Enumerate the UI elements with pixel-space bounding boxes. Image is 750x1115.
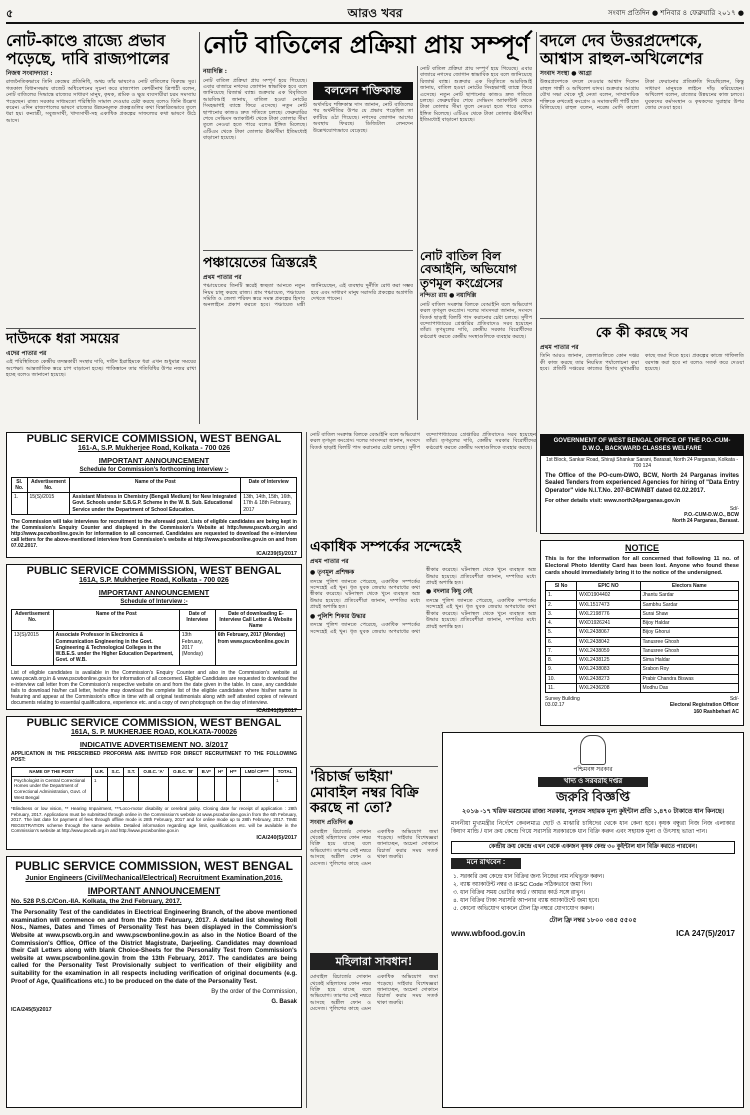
table-row: 2. WXL1517473 Sambhu Sardar [546,600,739,609]
byline: নয়াদিল্লি : [203,68,228,75]
psc-ad-4: PUBLIC SERVICE COMMISSION, WEST BENGAL Junior Engineers (Civil/Mechanical/Electrical) Recruitment Examination,2016. IMPORTANT ANNOUNCEMENT No. 528 P.S.C/Con.-IIA. Kolkata, the 2nd February, 2017. The Personality Test of the candidates in Electrical Engineering Branch, of the above mentioned examination will commence on and from the 20th February, 2017. A detailed list showing Roll Nos., Names, Dates and Times of Personality Test has been displayed in the Commission's Website at www.pscwb.org.in and www.pscwbonline.gov.in as also in the Notice Board of the Commission's Office, Office of the District Magistrate, Darjeeling. Candidates may download their Call Letters along with blank Choice-Sheets for the Personality Test from Commission's website at www.pscwbonline.gov.in from the 13th February, 2017. The candidates are being called for the Personality Test Provisionally subject to verification of their eligibility and suitability for the examination in all respects including verification of original documents (e.g. Proof of Age, Qualifications etc.) to be produced on the date of the Personality Test. By the order of the Commission, G. Basak ICA/245(5)/2017 [6,856,302,1108]
story-body: এই পরিস্থিতিতে কেন্দ্রীয় তদন্তকারী সংস্থার দাবি, দাউদ ইব্রাহিমকে ধরা এখন শুধুমাত্র সময়ের অপেক্ষা। আন্তর্জাতিক স্তরে চাপ বাড়ানো হচ্ছে। পাকিস্তানে তার গতিবিধির উপর নজর রাখা হচ্ছে বলেও জানানো হয়েছে। [6,359,196,378]
byline: সংবাদ প্রতিদিন ● [310,819,354,827]
headline: বদলে দেব উত্তরপ্রদেশকে, আশ্বাস রাহুল-অখিলেশের [540,31,703,68]
column-rule [199,32,200,424]
divider [310,766,438,767]
divider [540,318,744,319]
epic-notice: NOTICE This is for the information for all concerned that following 11 no. of Electoral Photo Identity Card has been lost. Anyone who found these cards should immediately bring it to the notice of the undersigned. Sl No EPIC NO Electors Name 1. WXD1904402 Jhantu Sardar 2. WXL1517473 Sambhu Sardar 3. WXL2198776 Surai Shaw 4. WXD1926241 Bijoy Haldar 5. WXL2438067 Bijoy Ghorui 6. WXL2438042 Tanusree Ghosh 7. WXL2438059 Tanusree Ghosh 8. WXL2438125 Sima Haldar 9. WXL2438083 Srabon Roy 10. WXL2438273 Prabir Chandra Biswas 11. WXL2436208 Modhu Das Survey Building 03.02.17 Sd/- Electoral Registration Officer 160 Rashbehari AC [540,540,744,726]
post-table: NAME OF THE POST U.R. S.C. S.T. O.B.C. 'A' O.B.C. 'B' B.V* H* H** LMD/ CP*** TOTAL Psychologist in Central Correctional Homes under the Department of Correctional Administration, Govt. of West Bengal 1 1 [11,767,297,802]
headline: দাউদকে ধরা সময়ের [6,331,120,347]
story-rajyapal [6,32,196,324]
epic-table: Sl No EPIC NO Electors Name 1. WXD1904402 Jhantu Sardar 2. WXL1517473 Sambhu Sardar 3. WXL2198776 Surai Shaw 4. WXD1926241 Bijoy Haldar 5. WXL2438067 Bijoy Ghorui 6. WXL2438042 Tanusree Ghosh 7. WXL2438059 Tanusree Ghosh 8. WXL2438125 Sima Haldar 9. WXL2438083 Srabon Roy 10. WXL2438273 Prabir Chandra Biswas 11. WXL2436208 Modhu Das [545,581,739,693]
table-row: 4. WXD1926241 Bijoy Haldar [546,619,739,628]
dateline: সংবাদ প্রতিদিন ● শনিবার ৪ ফেব্রুয়ারি ২০১৭ ● [608,9,744,17]
food-dept-ad: পশ্চিমবঙ্গ সরকার খাদ্য ও সরবরাহ দপ্তর জরুরি বিজ্ঞপ্তি ২০১৬ -১৭ খরিফ মরশুমের রাজ্য সরকার, সুলতম সহায়ক মূল্য কুইন্টাল প্রতি ১,৪৭০ টাকাতে ধান কিনছে। মাননীয়া মুখ্যমন্ত্রীর নির্দেশে কেবলমাত্র ছোট ও মাঝারি চাষিদের থেকে ধান কেনা হবে। কৃষক বন্ধুরা নিজ নিজ এলাকার কিষাণ মান্ডি / ধান ক্রয় কেন্দ্রে গিয়ে সরাসরি সরকারকে ধান বিক্রি করুন এবং সহায়ক মূল্য ও উৎসাহ ভাতা পান। কেন্দ্রীয় ক্রয় কেন্দ্রে এখন থেকে একজন কৃষক কেন্দ্র ৩০ কুইন্টাল ধান বিক্রি করতে পারবেন। মনে রাখবেন : ১. সরকারি ক্রয় কেন্দ্রে ধান বিক্রির জন্য নিজের নাম নথিভুক্ত করুন। ২. ব্যাঙ্ক অ্যাকাউন্ট নম্বর ও IFSC Code সঠিকভাবে জমা দিন। ৩. ধান বিক্রির সময় ভোটার কার্ড / আধার কার্ড সঙ্গে রাখুন। ৪. ধান বিক্রির টাকা সরাসরি আপনার ব্যাঙ্ক অ্যাকাউন্টে জমা হবে। ৫. কোনো অভিযোগ থাকলে টোল ফ্রি নম্বরে যোগাযোগ করুন। টোল ফ্রি নম্বর ১৮০০ ৩৪৫ ৫৫০৫ www.wbfood.gov.in ICA 247(5)/2017 [442,732,744,1108]
quote-body: অর্থসচিব শক্তিকান্ত দাস জানান, নোট বাতিলের পর অর্থনীতির উপর যে প্রভাব পড়েছিল তা কাটিয়ে ওঠা গিয়েছে। নগদের জোগান আগের অবস্থায় ফিরছে। ডিজিটাল লেনদেন উল্লেখযোগ্যভাবে বেড়েছে। [313,102,413,134]
divider [203,250,413,251]
story-body: উত্তরপ্রদেশকে বদলে দেওয়ার আশ্বাস দিলেন রাহুল গান্ধী ও অখিলেশ যাদব। শুক্রবার আগ্রায় যৌথ সভা থেকে দুই নেতা বলেন, সাম্প্রদায়িক শক্তিকে রুখতেই কংগ্রেস ও সমাজবাদী পার্টি হাত মিলিয়েছে। রাহুল বলেন, নরেন্দ্র মোদি কালো টাকা ফেরানোর প্রতিশ্রুতি দিয়েছিলেন, কিন্তু সাধারণ মানুষকে লাইনে দাঁড় করিয়েছেন। অখিলেশ বলেন, রাজ্যের উন্নয়নের কাজ চলবে। যুবকদের কর্মসংস্থান ও কৃষকদের সুরাহার উপর জোর দেওয়া হবে। [540,79,744,111]
column-rule [417,66,418,420]
ad-footer: www.wbfood.gov.in ICA 247(5)/2017 [451,928,735,938]
story-continuation: নোট বাতিল সংক্রান্ত বিলকে বেআইনি বলে অভিযোগ করল তৃণমূল কংগ্রেস। দলের সাংসদরা জানান, সংসদে বিতর্ক ছাড়াই বিলটি পাস করানোর চেষ্টা চলছে। সুদীপ বন্দ্যোপাধ্যায়ের গ্রেপ্তারির প্রতিবাদেও সরব হয়েছেন তাঁরা। তৃণমূলের দাবি, কেন্দ্রীয় সরকার বিরোধীদের কণ্ঠরোধ করতে কেন্দ্রীয় সংস্থাগুলিকে ব্যবহার করছে। [310,432,536,451]
story-panchayat [203,256,413,420]
interview-table: Advertisement No. Name of the Post Date of Interview Date of downloading E-Interview Call Letter & Website Name 13(S)/2015 Associate Professor in Electronics & Communication Engineering in the Govt. Engineering & Technological Colleges in the W.B.E.S. under the Higher Education Department, Govt. of W.B. 13th February, 2017 (Monday) 6th February, 2017 (Monday) from www.pscwbonline.gov.in [11,609,297,666]
byline: নন্দিতা রায় ● নয়াদিল্লি [420,292,477,300]
story-note-headline [203,32,531,60]
table-row: 10. WXL2438273 Prabir Chandra Biswas [546,674,739,683]
headline: একাধিক সম্পর্কের সন্দেহেই [310,539,461,555]
headline: পঞ্চায়েতের ত্রিস্তরেই [203,255,317,271]
psc-ad-3: PUBLIC SERVICE COMMISSION, WEST BENGAL 161A, S. P. MUKHERJEE ROAD, KOLKATA-700026 INDICATIVE ADVERTISEMENT NO. 3/2017 APPLICATION IN THE PRESCRIBED PROFORMA ARE INVITED FOR DIRECT RECRUITMENT TO THE FOLLOWING POST: NAME OF THE POST U.R. S.C. S.T. O.B.C. 'A' O.B.C. 'B' B.V* H* H** LMD/ CP*** TOTAL Psychologist in Central Correctional Homes under the Department of Correctional Administration, Govt. of West Bengal 1 1 *Blindness or low vision, ** Hearing Impairment, ***Loco-motor disability or cerebral palsy. Closing date for receipt of application : 28th February, 2017. Applications must be submitted through online in the Commission's website at www.pscwbonline.gov.in from the 6th February, 2017. The last date for payment of fees through offline mode is 28th February, 2017 and for online mode up to 28th February, 2017. TIME REGISTRATION scheme through the same website. Detailed information regarding age limit, qualifications etc. will be available in the Commission's website at http://www.pscwb.org.in and http://www.pscwbonline.gov.in ICA/240(5)/2017 [6,716,302,850]
story-columns: ● তৃণমূল প্রশিক্ষক তদন্তে পুলিশ জানতে পেরেছে, একাধিক সম্পর্কের সন্দেহেই এই খুন। ধৃত যুবক জেরায় অপরাধের কথা স্বীকার করেছে। ঘটনাস্থল থেকে খুনে ব্যবহৃত অস্ত্র উদ্ধার হয়েছে। প্রতিবেশীরা জানান, দম্পতির মধ্যে প্রায়ই অশান্তি হত। ● পুলিশি শিকার উদ্ধার তদন্তে পুলিশ জানতে পেরেছে, একাধিক সম্পর্কের সন্দেহেই এই খুন। ধৃত যুবক জেরায় অপরাধের কথা স্বীকার করেছে। ঘটনাস্থল থেকে খুনে ব্যবহৃত অস্ত্র উদ্ধার হয়েছে। প্রতিবেশীরা জানান, দম্পতির মধ্যে প্রায়ই অশান্তি হত। ● বদলার কিছু নেই তদন্তে পুলিশ জানতে পেরেছে, একাধিক সম্পর্কের সন্দেহেই এই খুন। ধৃত যুবক জেরায় অপরাধের কথা স্বীকার করেছে। ঘটনাস্থল থেকে খুনে ব্যবহৃত অস্ত্র উদ্ধার হয়েছে। প্রতিবেশীরা জানান, দম্পতির মধ্যে প্রায়ই অশান্তি হত। [310,567,536,635]
story-tmc [420,250,532,422]
story-note-col2 [420,66,532,246]
list-item: ২. ব্যাঙ্ক অ্যাকাউন্ট নম্বর ও IFSC Code সঠিকভাবে জমা দিন। [453,881,593,888]
headline: নোট-কাণ্ডে রাজ্যে প্রভাব পড়েছে, দাবি রাজ্যপালের [6,31,170,68]
table-row: 1. WXD1904402 Jhantu Sardar [546,591,739,600]
table-row: 9. WXL2438083 Srabon Roy [546,665,739,674]
story-body: নোট বাতিল প্রক্রিয়া প্রায় সম্পূর্ণ হয়ে গিয়েছে। এবার বাজারে নগদের জোগান স্বাভাবিক হবে বলে জানিয়েছে রিজার্ভ ব্যাঙ্ক। শুক্রবার এক বিবৃতিতে আরবিআই জানায়, বাতিল হওয়া নোটের সিংহভাগই ব্যাঙ্কে ফিরে এসেছে। নতুন নোট ছাপানোর কাজও দ্রুত গতিতে চলছে। ফেব্রুয়ারির শেষে সেভিংস অ্যাকাউন্ট থেকে টাকা তোলার সীমা তুলে নেওয়া হতে পারে বলেও ইঙ্গিত মিলেছে। এটিএম থেকে টাকা তোলার ঊর্ধ্বসীমা ইতিমধ্যেই বাড়ানো হয়েছে। [203,77,307,142]
story-relationship [310,540,536,762]
psc-ad-1: PUBLIC SERVICE COMMISSION, WEST BENGAL 161-A, S.P. Mukherjee Road, Kolkata - 700 026 IMPORTANT ANNOUNCEMENT Schedule for Commission's forthcoming Interview :- Sl. No. Advertisement No. Name of the Post Date of Interview 1. 15(S)/2015 Assistant Mistress in Chemistry (Bengali Medium) for New Integrated Govt. Schools under S.B.G.P. Scheme in the W. B. Sub. Educational Service under the Department of School Education. 13th, 14th, 15th, 16th, 17th & 18th February, 2017 The Commission will take interviews for recruitment to the aforesaid post. Lists of eligible candidates are being kept in the Commission's Enquiry Counter and displayed in the Commission's Website at http://www.pscwb.org.in and http://www.pscwbonline.gov.in for information to all concerned. Candidates are requested to download the e-interview call letters for the above-mentioned interview from Commission's website at http://www.pscwbonline.gov.in on and from 07.02.2017. ICA/239(5)/2017 [6,432,302,558]
table-row: 6. WXL2438042 Tanusree Ghosh [546,637,739,646]
section-title: আরও খবর [347,6,403,20]
list-item: ৫. কোনো অভিযোগ থাকলে টোল ফ্রি নম্বরে যোগাযোগ করুন। [453,905,594,912]
story-body-2: মোবাইল রিচার্জের দোকান থেকেই মহিলাদের ফোন নম্বর বিক্রি হয়ে যাচ্ছে বলে অভিযোগ। তারপর সেই নম্বরে আসছে অশ্লীল ফোন ও মেসেজ। পুলিশের কাছে এমন একাধিক অভিযোগ জমা পড়েছে। সাইবার বিশেষজ্ঞরা জানাচ্ছেন, অচেনা দোকানে রিচার্জ করার সময় সতর্ক থাকা জরুরি। [310,974,438,1013]
story-body: নোট বাতিল প্রক্রিয়া প্রায় সম্পূর্ণ হয়ে গিয়েছে। এবার বাজারে নগদের জোগান স্বাভাবিক হবে বলে জানিয়েছে রিজার্ভ ব্যাঙ্ক। শুক্রবার এক বিবৃতিতে আরবিআই জানায়, বাতিল হওয়া নোটের সিংহভাগই ব্যাঙ্কে ফিরে এসেছে। নতুন নোট ছাপানোর কাজও দ্রুত গতিতে চলছে। ফেব্রুয়ারির শেষে সেভিংস অ্যাকাউন্ট থেকে টাকা তোলার সীমা তুলে নেওয়া হতে পারে বলেও ইঙ্গিত মিলেছে। এটিএম থেকে টাকা তোলার ঊর্ধ্বসীমা ইতিমধ্যেই বাড়ানো হয়েছে। [420,66,532,124]
table-row: 5. WXL2438067 Bijoy Ghorui [546,628,739,637]
story-up [540,32,744,312]
table-row: 11. WXL2436208 Modhu Das [546,683,739,692]
byline: প্রথম পাতার পর [203,273,242,281]
headline: 'রিচার্জ ভাইয়া' মোবাইল নম্বর বিক্রি করছে না তো? [310,769,419,817]
headline: নোট বাতিল বিল বেআইনি, অভিযোগ তৃণমূল কংগ্রেসের [420,249,517,290]
quote-label: বললেন শক্তিকান্ত [313,82,413,100]
list-item: ১. সরকারি ক্রয় কেন্দ্রে ধান বিক্রির জন্য নিজের নাম নথিভুক্ত করুন। [453,873,605,880]
story-note-col1 [203,66,307,246]
byline: সংবাদ সংস্থা ● আগ্রা [540,69,592,77]
bcw-tender-ad: GOVERNMENT OF WEST BENGAL OFFICE OF THE P.O.-CUM-D.W.O., BACKWARD CLASSES WELFARE 1st Block, Sankar Road, Shiraji Shankar Sarani, Barasat, North 24 Parganas, Kolkata - 700 124 The Office of the PO-cum-DWO, BCW, North 24 Parganas invites Sealed Tenders from experienced Agencies for hiring of "Data Entry Operator" vide N.I.T.No. 207-BCW/NBT dated 02.02.2017. For other details visit: www.north24parganas.gov.in Sd/- P.O.-CUM-D.W.O., BCW North 24 Parganas, Barasat. [540,434,744,534]
interview-table: Sl. No. Advertisement No. Name of the Post Date of Interview 1. 15(S)/2015 Assistant Mistress in Chemistry (Bengali Medium) for New Integrated Govt. Schools under S.B.G.P. Scheme in the W. B. Sub. Educational Service under the Department of School Education. 13th, 14th, 15th, 16th, 17th & 18th February, 2017 [11,477,297,515]
headline: কে কী করছে সব [595,325,689,341]
psc-ad-2: PUBLIC SERVICE COMMISSION, WEST BENGAL 161A, S.P. Mukherjee Road, Kolkata - 700 026 IMPORTANT ANNOUNCEMENT Schedule of Interview :- Advertisement No. Name of the Post Date of Interview Date of downloading E-Interview Call Letter & Website Name 13(S)/2015 Associate Professor in Electronics & Communication Engineering in the Govt. Engineering & Technological Colleges in the W.B.E.S. under the Higher Education Department, Govt. of W.B. 13th February, 2017 (Monday) 6th February, 2017 (Monday) from www.pscwbonline.gov.in List of eligible candidates is available in the Commission's Enquiry Counter and also in the Commission's website at www.pscwb.org.in & www.pscwbonline.gov.in for information of all concerned. Eligible Candidates are requested to download the e-interview call letter from the Commission's respective website on and from the date given in the table. In case, any candidate fails to download his/her call letter, he/she may download the complete list of the eligible candidates where his/her name is featuring and appear at the Commission's office in time with all original testimonials along with self attested copies of relevant documents relating to essential qualifications, experience etc. and a copy of own photograph on the day of interview. ICA/241(5)/2017 [6,564,302,710]
byline: এদের পাতার পর [6,349,47,357]
column-rule [306,432,307,1108]
story-body: মোবাইল রিচার্জের দোকান থেকেই মহিলাদের ফোন নম্বর বিক্রি হয়ে যাচ্ছে বলে অভিযোগ। তারপর সেই নম্বরে আসছে অশ্লীল ফোন ও মেসেজ। পুলিশের কাছে এমন একাধিক অভিযোগ জমা পড়েছে। সাইবার বিশেষজ্ঞরা জানাচ্ছেন, অচেনা দোকানে রিচার্জ করার সময় সতর্ক থাকা জরুরি। [310,828,438,867]
table-row: 8. WXL2438125 Sima Haldar [546,656,739,665]
story-body: পঞ্চায়েতের তিনটি স্তরেই স্বচ্ছতা আনতে নতুন নিয়ম চালু করছে রাজ্য। গ্রাম পঞ্চায়েত, পঞ্চায়েত সমিতি ও জেলা পরিষদ স্তরে সমস্ত প্রকল্পের হিসাব অনলাইনে প্রকাশ করতে হবে। পঞ্চায়েত মন্ত্রী জানিয়েছেন, এই ব্যবস্থায় দুর্নীতি রোধ করা সম্ভব হবে এবং সাধারণ মানুষ সরাসরি প্রকল্পের অগ্রগতি দেখতে পাবেন। [203,283,413,309]
table-row: 3. WXL2198776 Surai Shaw [546,609,739,618]
page-number: ৫ [6,7,14,20]
table-row: 7. WXL2438059 Tanusree Ghosh [546,646,739,655]
govt-emblem-icon [580,735,606,765]
story-dawood [6,332,196,422]
divider [6,328,196,329]
notice-sign: Survey Building 03.02.17 Sd/- Electoral Registration Officer 160 Rashbehari AC [545,696,739,715]
story-body: তিনি আরও জানান, জেলাগুলিতে কোন দপ্তর কী কাজ করছে তার নিয়মিত পর্যালোচনা করা হবে। প্রতিটি দপ্তরের কাজের হিসাব মুখ্যমন্ত্রীর কাছে জমা দিতে হবে। প্রকল্পের কাজে গাফিলতি বরদাস্ত করা হবে না বলেও সতর্ক করে দেওয়া হয়েছে। [540,353,744,372]
byline: প্রথম পাতার পর [310,557,349,565]
byline: প্রথম পাতার পর [540,343,579,351]
story-recharge [310,770,438,1108]
byline: নিজস্ব সংবাদদাতা : [6,69,53,77]
story-body: নোট বাতিল সংক্রান্ত বিলকে বেআইনি বলে অভিযোগ করল তৃণমূল কংগ্রেস। দলের সাংসদরা জানান, সংসদে বিতর্ক ছাড়াই বিলটি পাস করানোর চেষ্টা চলছে। সুদীপ বন্দ্যোপাধ্যায়ের গ্রেপ্তারির প্রতিবাদেও সরব হয়েছেন তাঁরা। তৃণমূলের দাবি, কেন্দ্রীয় সরকার বিরোধীদের কণ্ঠরোধ করতে কেন্দ্রীয় সংস্থাগুলিকে ব্যবহার করছে। [420,301,532,340]
story-ke-ki [540,326,744,428]
list-item: ৩. ধান বিক্রির সময় ভোটার কার্ড / আধার কার্ড সঙ্গে রাখুন। [453,889,586,896]
story-body: রাজনৈতিকভাবে তিনি কেন্দ্রের প্রতিনিধি, অথচ তাঁর ভাষণেও নোট বাতিলের বিরুদ্ধে সুর। গতকাল বিধানসভায় বাজেট অধিবেশনের সূচনা করে রাজ্যপাল কেশরীনাথ ত্রিপাঠী বলেন, নোট বাতিলের সিদ্ধান্তে রাজ্যের সাধারণ মানুষ, কৃষক, শ্রমিক ও ক্ষুদ্র ব্যবসায়ীরা চরম সমস্যায় পড়েছেন। রাজ্য সরকার সাধ্যমতো পরিস্থিতি সামাল দেওয়ার চেষ্টা করছে বলেও তিনি উল্লেখ করেন। এদিন রাজ্যপালের ভাষণে রাজ্যের উন্নয়নমূলক প্রকল্পগুলির কথা বিস্তারিতভাবে তুলে ধরা হয়। কন্যাশ্রী, সবুজসাথী, খাদ্যসাথী-সহ একাধিক প্রকল্পের সাফল্যের কথা ভাষণে উঠে আসে। [6,79,196,124]
column-rule [536,32,537,532]
reminder-list [443,873,743,913]
warning-box: মহিলারা সাবধান! [310,953,438,971]
headline: নোট বাতিলের প্রক্রিয়া প্রায় সম্পূর্ণ [203,30,530,59]
masthead [6,4,744,24]
list-item: ৪. ধান বিক্রির টাকা সরাসরি আপনার ব্যাঙ্ক অ্যাকাউন্টে জমা হবে। [453,897,600,904]
